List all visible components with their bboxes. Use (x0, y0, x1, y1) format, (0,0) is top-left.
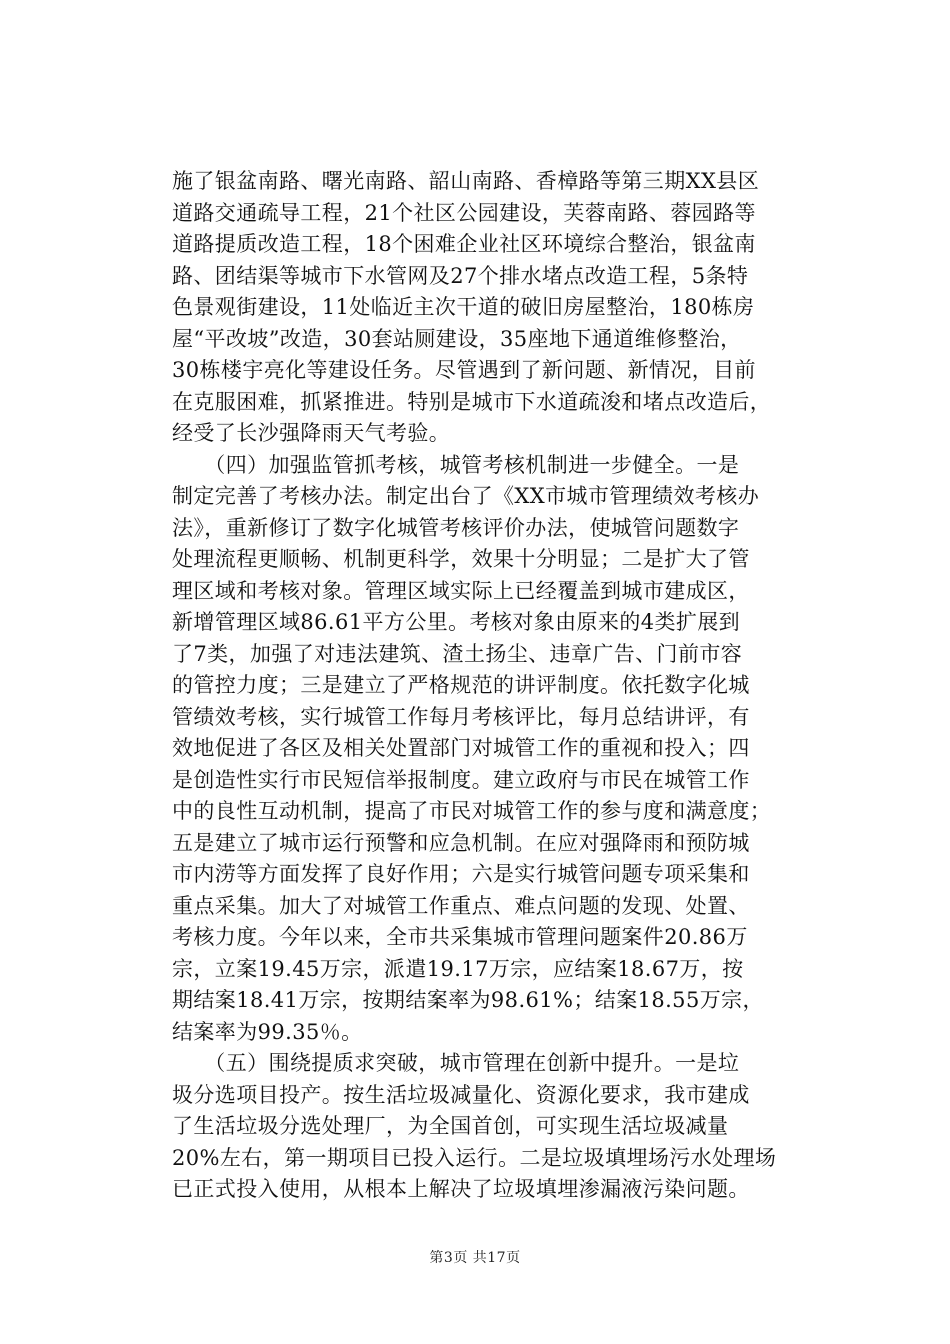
text-line: 已正式投入使用，从根本上解决了垃圾填埋渗漏液污染问题。 (172, 1177, 750, 1201)
text-line: 色景观街建设，11处临近主次干道的破旧房屋整治，180栋房 (172, 295, 755, 319)
text-line: 圾分选项目投产。按生活垃圾减量化、资源化要求，我市建成 (172, 1082, 750, 1107)
text-line: 的管控力度；三是建立了严格规范的讲评制度。依托数字化城 (172, 673, 750, 697)
text-line: 施了银盆南路、曙光南路、韶山南路、香樟路等第三期XX县区 (172, 169, 760, 193)
text-line: 是创造性实行市民短信举报制度。建立政府与市民在城管工作 (172, 767, 750, 792)
text-line: 重点采集。加大了对城管工作重点、难点问题的发现、处置、 (172, 893, 750, 918)
text-line: 经受了长沙强降雨天气考验。 (172, 421, 451, 445)
text-line: 中的良性互动机制，提高了市民对城管工作的参与度和满意度； (172, 799, 772, 823)
text-line: 五是建立了城市运行预警和应急机制。在应对强降雨和预防城 (172, 830, 750, 855)
text-line: （四）加强监管抓考核，城管考核机制进一步健全。一是 (172, 452, 740, 477)
text-line: 法》，重新修订了数字化城管考核评价办法，使城管问题数字 (172, 515, 740, 540)
text-line: （五）围绕提质求突破，城市管理在创新中提升。一是垃 (172, 1051, 740, 1075)
text-line: 处理流程更顺畅、机制更科学，效果十分明显；二是扩大了管 (172, 547, 750, 571)
text-line: 宗，立案19.45万宗，派遣19.17万宗，应结案18.67万，按 (172, 956, 744, 981)
text-line: 了生活垃圾分选处理厂，为全国首创，可实现生活垃圾减量 (172, 1114, 729, 1138)
text-line: 路、团结渠等城市下水管网及27个排水堵点改造工程，5条特 (172, 263, 749, 288)
body-text (172, 166, 832, 1206)
text-line: 屋“平改坡”改造，30套站厕建设，35座地下通道维修整治， (172, 326, 742, 351)
text-line: 结案率为99.35％。 (172, 1019, 363, 1044)
text-line: 市内涝等方面发挥了良好作用；六是实行城管问题专项采集和 (172, 862, 750, 886)
text-line: 制定完善了考核办法。制定出台了《XX市城市管理绩效考核办 (172, 484, 760, 508)
text-line: 期结案18.41万宗，按期结案率为98.61%；结案18.55万宗， (172, 988, 764, 1012)
text-line: 道路提质改造工程，18个困难企业社区环境综合整治，银盆南 (172, 232, 756, 256)
text-line: 新增管理区域86.61平方公里。考核对象由原来的4类扩展到 (172, 610, 741, 634)
text-line: 理区域和考核对象。管理区域实际上已经覆盖到城市建成区， (172, 578, 750, 603)
page-number-footer: 第3页 共17页 (429, 1250, 521, 1266)
text-line: 考核力度。今年以来，全市共采集城市管理问题案件20.86万 (172, 925, 748, 949)
text-line: 效地促进了各区及相关处置部门对城管工作的重视和投入；四 (172, 736, 750, 760)
text-line: 管绩效考核，实行城管工作每月考核评比，每月总结讲评，有 (172, 704, 750, 729)
text-line: 20%左右，第一期项目已投入运行。二是垃圾填埋场污水处理场 (172, 1145, 777, 1170)
text-line: 在克服困难，抓紧推进。特别是城市下水道疏浚和堵点改造后， (172, 389, 772, 414)
text-line: 30栋楼宇亮化等建设任务。尽管遇到了新问题、新情况，目前 (172, 358, 756, 382)
text-line: 道路交通疏导工程，21个社区公园建设，芙蓉南路、蓉园路等 (172, 200, 756, 225)
text-line: 了7类，加强了对违法建筑、渣土扬尘、违章广告、门前市容 (172, 641, 743, 666)
